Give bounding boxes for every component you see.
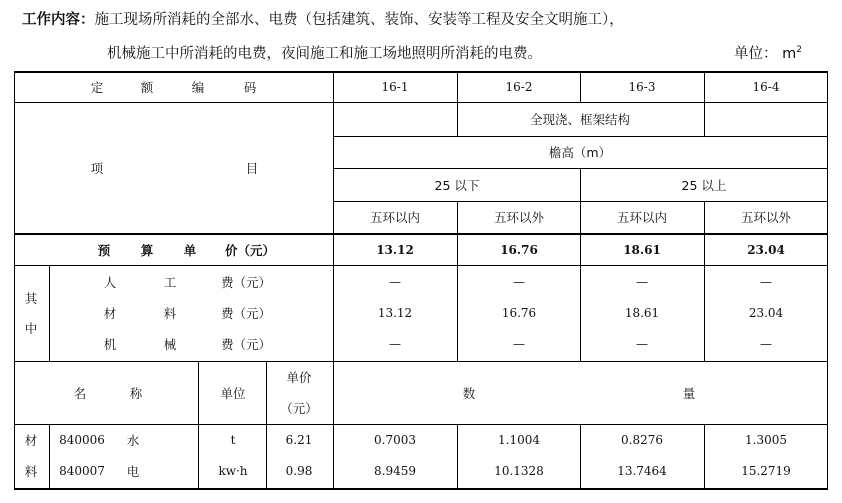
cost-label-char: 人 — [103, 275, 117, 290]
material-qty: 13.7464 — [617, 464, 667, 478]
code-cell: 16-1 — [381, 80, 409, 94]
cost-value: 18.61 — [624, 306, 660, 320]
cost-label-char: 机 — [103, 337, 117, 352]
code-cell: 16-4 — [752, 80, 780, 94]
unit-label — [734, 42, 802, 63]
cost-value: — — [636, 337, 648, 351]
name-header-char: 名 — [73, 386, 87, 401]
cost-label-char: 费（元） — [220, 306, 272, 321]
budget-label-char: 价（元） — [224, 243, 276, 258]
price-header-line1: 单价 — [286, 370, 312, 385]
ring-label: 五环以外 — [740, 210, 792, 225]
ring-label: 五环以内 — [369, 210, 421, 225]
code-header-char: 定 — [90, 80, 104, 95]
work-content-line-1 — [22, 8, 624, 29]
budget-label-char: 单 — [183, 243, 197, 258]
material-qty: 10.1328 — [494, 464, 544, 478]
code-header-char: 编 — [191, 80, 205, 95]
material-label-char: 材 — [24, 433, 38, 448]
material-name: 水 — [126, 433, 140, 448]
price-header-line2: （元） — [280, 401, 318, 416]
cost-label-char: 料 — [163, 306, 177, 321]
cost-value: 16.76 — [501, 306, 537, 320]
ring-label: 五环以内 — [616, 210, 668, 225]
work-content-text-1: 施工现场所消耗的全部水、电费（包括建筑、装饰、安装等工程及安全文明施工）， — [94, 12, 624, 28]
material-code: 840006 — [59, 433, 105, 447]
cost-value: — — [760, 337, 772, 351]
material-unit: kw·h — [218, 464, 248, 478]
code-cell: 16-2 — [505, 80, 533, 94]
budget-price: 16.76 — [500, 243, 538, 257]
unit-text: 单位： m — [734, 46, 797, 62]
qty-header-char: 数 — [462, 386, 476, 401]
unit-header: 单位 — [220, 386, 246, 401]
cost-value: 13.12 — [377, 306, 413, 320]
eaves-height-label: 檐高（m） — [548, 145, 612, 160]
budget-price: 23.04 — [747, 243, 785, 257]
unit-superscript: 2 — [796, 45, 802, 56]
budget-price: 18.61 — [623, 243, 661, 257]
qizhong-char: 中 — [24, 321, 38, 336]
code-cell: 16-3 — [628, 80, 656, 94]
ring-label: 五环以外 — [493, 210, 545, 225]
height-group-low: 25 以下 — [434, 178, 480, 193]
structure-label: 全现浇、框架结构 — [529, 112, 631, 127]
material-qty: 1.3005 — [745, 433, 787, 447]
cost-label-char: 材 — [103, 306, 117, 321]
material-unit: t — [230, 433, 236, 447]
cost-value: 23.04 — [748, 306, 784, 320]
material-price: 0.98 — [285, 464, 313, 478]
cost-label-char: 费（元） — [220, 337, 272, 352]
work-content-line-2: 机械施工中所消耗的电费，夜间施工和施工场地照明所消耗的电费。 — [107, 46, 542, 62]
cost-label-char: 械 — [163, 337, 177, 352]
qty-header-char: 量 — [682, 386, 696, 401]
material-qty: 1.1004 — [498, 433, 540, 447]
material-label-char: 料 — [24, 464, 38, 479]
material-name: 电 — [126, 464, 140, 479]
cost-value: — — [636, 275, 648, 289]
code-header-char: 码 — [243, 80, 257, 95]
code-header-char: 额 — [140, 80, 154, 95]
material-qty: 15.2719 — [741, 464, 791, 478]
budget-price: 13.12 — [376, 243, 414, 257]
cost-value: — — [760, 275, 772, 289]
qizhong-char: 其 — [24, 291, 38, 306]
material-qty: 0.7003 — [374, 433, 416, 447]
cost-label-char: 工 — [163, 275, 177, 290]
cost-label-char: 费（元） — [220, 275, 272, 290]
material-qty: 8.9459 — [374, 464, 416, 478]
cost-value: — — [389, 275, 401, 289]
item-header-char: 项 — [90, 161, 104, 176]
name-header-char: 称 — [129, 386, 143, 401]
work-content-prefix: 工作内容： — [22, 12, 95, 28]
height-group-high: 25 以上 — [681, 178, 727, 193]
material-code: 840007 — [59, 464, 105, 478]
budget-label-char: 预 — [97, 243, 111, 258]
cost-value: — — [513, 337, 525, 351]
budget-label-char: 算 — [140, 243, 154, 258]
item-header-char: 目 — [245, 161, 259, 176]
cost-value: — — [389, 337, 401, 351]
material-price: 6.21 — [285, 433, 313, 447]
material-qty: 0.8276 — [621, 433, 663, 447]
cost-value: — — [513, 275, 525, 289]
